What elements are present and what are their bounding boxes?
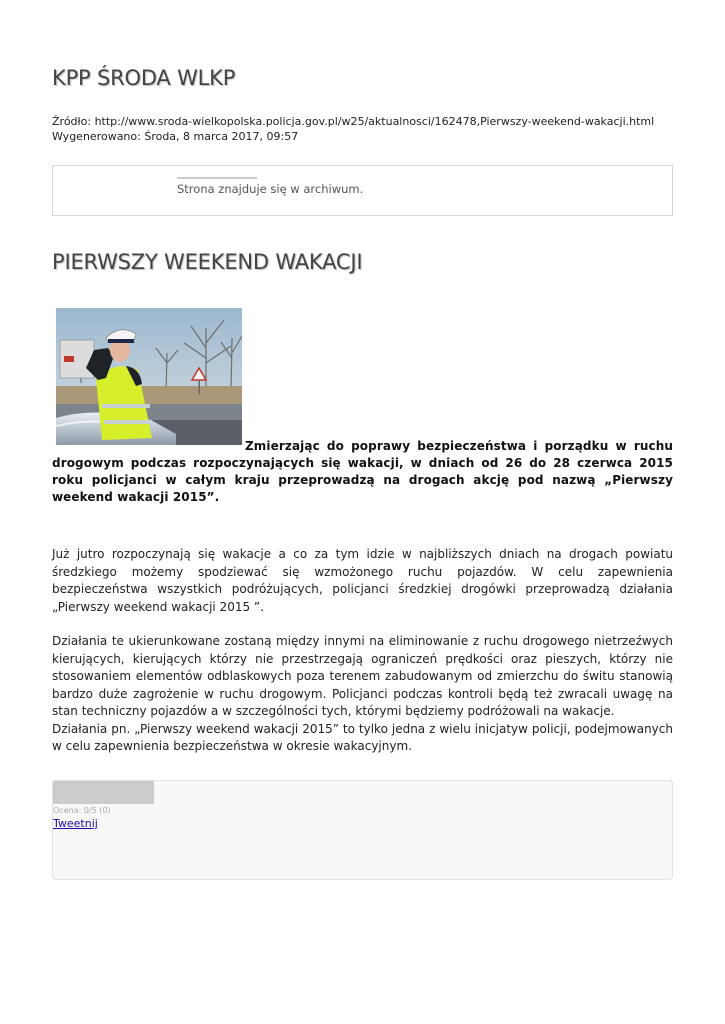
- article-body: [52, 546, 673, 756]
- article-paragraph-2: Działania te ukierunkowane zostaną między innymi na eliminowanie z ruchu drogowego nietrzeźwych kierujących, kierujących którzy nie przestrzegają ograniczeń prędkości oraz pieszych, którzy nie stosowaniem elementów odblaskowych poza terenem zabudowanym od zmierzchu do świtu stanowią bardzo duże zagrożenie w ruchu drogowym. Policjanci podczas kontroli będą też zwracali uwagę na stan techniczny pojazdów a w szczególności tych, którymi będziemy podróżowali na wakacje.: [52, 634, 673, 718]
- article-paragraph-3: Działania pn. „Pierwszy weekend wakacji 2015” to tylko jedna z wielu inicjatyw policji, podejmowanych w celu zapewnienia bezpieczeństwa w okresie wakacyjnym.: [52, 721, 673, 753]
- archive-notice-box: [52, 165, 673, 216]
- article-photo: [56, 308, 242, 445]
- archive-notice: Strona znajduje się w archiwum.: [177, 182, 364, 196]
- rating-label: Ocena: 0/5 (0): [53, 806, 111, 815]
- article-lead-text: Zmierzając do poprawy bezpieczeństwa i porządku w ruchu drogowym podczas rozpoczynających się wakacji, w dniach od 26 do 28 czerwca 2015 roku policjanci w całym kraju przeprowadzą na drogach akcję pod nazwą „Pierwszy weekend wakacji 2015”.: [52, 439, 673, 504]
- tweet-link[interactable]: Tweetnij: [53, 817, 98, 830]
- article-lead: [52, 438, 673, 506]
- article-title: PIERWSZY WEEKEND WAKACJI: [52, 250, 363, 274]
- rating-panel: [52, 780, 673, 880]
- source-line: Źródło: http://www.sroda-wielkopolska.policja.gov.pl/w25/aktualnosci/162478,Pierwszy-weekend-wakacji.html: [52, 115, 655, 128]
- archive-divider: [177, 177, 257, 179]
- police-officer-photo: [56, 308, 242, 445]
- generated-line: Wygenerowano: Środa, 8 marca 2017, 09:57: [52, 130, 299, 143]
- site-title: KPP ŚRODA WLKP: [52, 66, 236, 90]
- document-meta: [52, 114, 654, 144]
- article-paragraph-1: Już jutro rozpoczynają się wakacje a co za tym idzie w najbliższych dniach na drogach powiatu średzkiego możemy spodziewać się wzmożonego ruchu pojazdów. W celu zapewnienia bezpieczeństwa wszystkich podróżujących, policjanci średzkiej drogówki przeprowadzą działania „Pierwszy weekend wakacji 2015 ”.: [52, 547, 673, 614]
- rating-stars-widget[interactable]: [53, 781, 154, 804]
